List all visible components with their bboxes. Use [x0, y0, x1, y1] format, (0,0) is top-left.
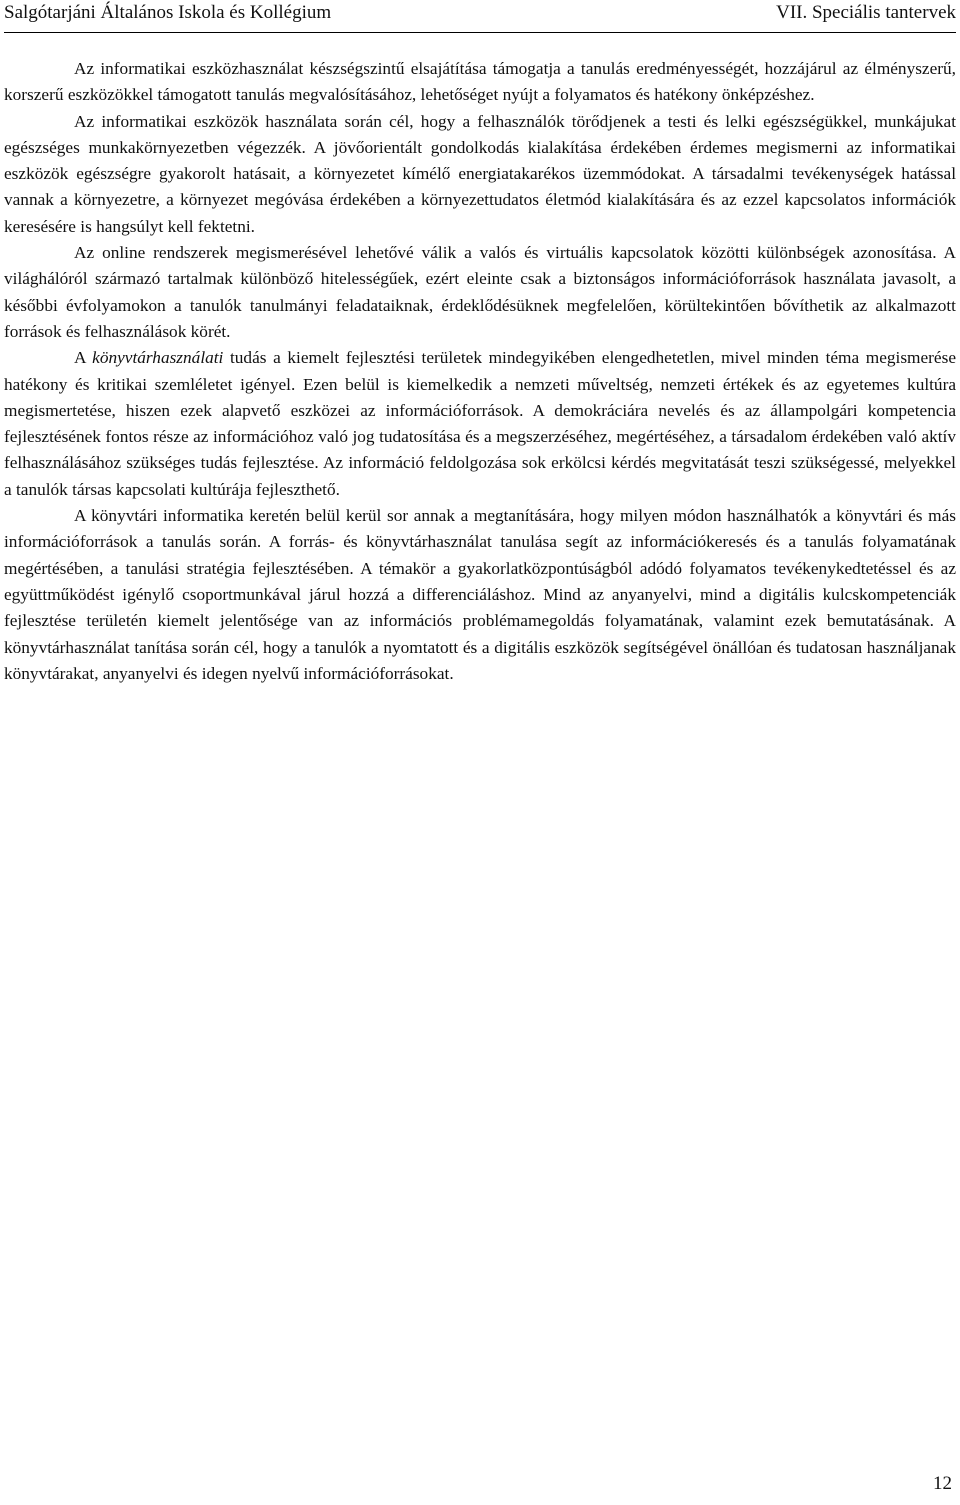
paragraph [4, 56, 956, 109]
paragraph [4, 503, 956, 687]
text-segment: Az informatikai eszközök használata során cél, hogy a felhasználók törődjenek a testi és lelki egészségükkel, munkájukat egészséges munkakörnyezetben végezzék. A jövőorientált gondolkodás kialakítása érdekében érdemes megismerni az informatikai eszközök egészségre gyakorolt hatásait, a környezetet kímélő energiatakarékos üzemmódokat. A társadalmi tevékenységek hatással vannak a környezetre, a környezet megóvása érdekében a környezettudatos életmód kialakítására és az ezzel kapcsolatos információk keresésére is hangsúlyt kell fektetni. [4, 111, 956, 236]
page-header [4, 2, 956, 32]
page-number: 12 [933, 1473, 952, 1494]
body-text [4, 56, 956, 687]
text-segment: A könyvtári informatika keretén belül kerül sor annak a megtanítására, hogy milyen módon használhatók a könyvtári és más információforrások a tanulás során. A forrás- és könyvtárhasználat tanulása segít az információkeresés és a tanulás folyamatának megértésében, a tanulási stratégia fejlesztésében. A témakör a gyakorlatközpontúságból adódó folyamatos tevékenykedtetéssel és az együttműködést igénylő csoportmunkával járul hozzá a differenciáláshoz. Mind az anyanyelvi, mind a digitális kulcskompetenciák fejlesztése területén kiemelt jelentősége van az információs problémamegoldás folyamatának, valamint ezek bemutatásának. A könyvtárhasználat tanítása során cél, hogy a tanulók a nyomtatott és a digitális eszközök segítségével önállóan és tudatosan használjanak könyvtárakat, anyanyelvi és idegen nyelvű információforrásokat. [4, 506, 956, 683]
text-segment: A [74, 348, 93, 368]
paragraph [4, 240, 956, 345]
text-segment: Az online rendszerek megismerésével lehetővé válik a valós és virtuális kapcsolatok közötti különbségek azonosítása. A világhálóról származó tartalmak különböző hitelességűek, ezért eleinte csak a biztonságos információforrások használata javasolt, a későbbi évfolyamokon a tanulók tanulmányi feladataiknak, érdeklődésüknek megfelelően, körültekintően bővíthetik az alkalmazott források és felhasználások körét. [4, 243, 956, 341]
paragraph [4, 345, 956, 503]
italic-term: könyvtárhasználati [92, 348, 224, 368]
header-rule [4, 32, 956, 33]
header-section-title: VII. Speciális tantervek [776, 2, 956, 23]
text-segment: Az informatikai eszközhasználat készségszintű elsajátítása támogatja a tanulás eredményességét, hozzájárul az élményszerű, korszerű eszközökkel támogatott tanulás megvalósításához, lehetőséget nyújt a folyamatos és hatékony önképzéshez. [4, 59, 956, 105]
paragraph [4, 109, 956, 240]
text-segment: tudás a kiemelt fejlesztési területek mindegyikében elengedhetetlen, mivel minden téma megismerése hatékony és kritikai szemléletet igényel. Ezen belül is kiemelkedik a nemzeti műveltség, nemzeti értékek és az egyetemes kultúra megismertetése, hiszen ezek alapvető eszközei az információforrások. A demokráciára nevelés és az állampolgári kompetencia fejlesztésének fontos része az információhoz való jog tudatosítása és a megszerzéséhez, megértéséhez, a társadalom érdekében való aktív felhasználásához szükséges tudás fejlesztése. Az információ feldolgozása sok erkölcsi kérdés megvitatását teszi szükségessé, melyekkel a tanulók társas kapcsolati kultúrája fejleszthető. [4, 348, 956, 499]
header-school-name: Salgótarjáni Általános Iskola és Kollégium [4, 2, 332, 23]
